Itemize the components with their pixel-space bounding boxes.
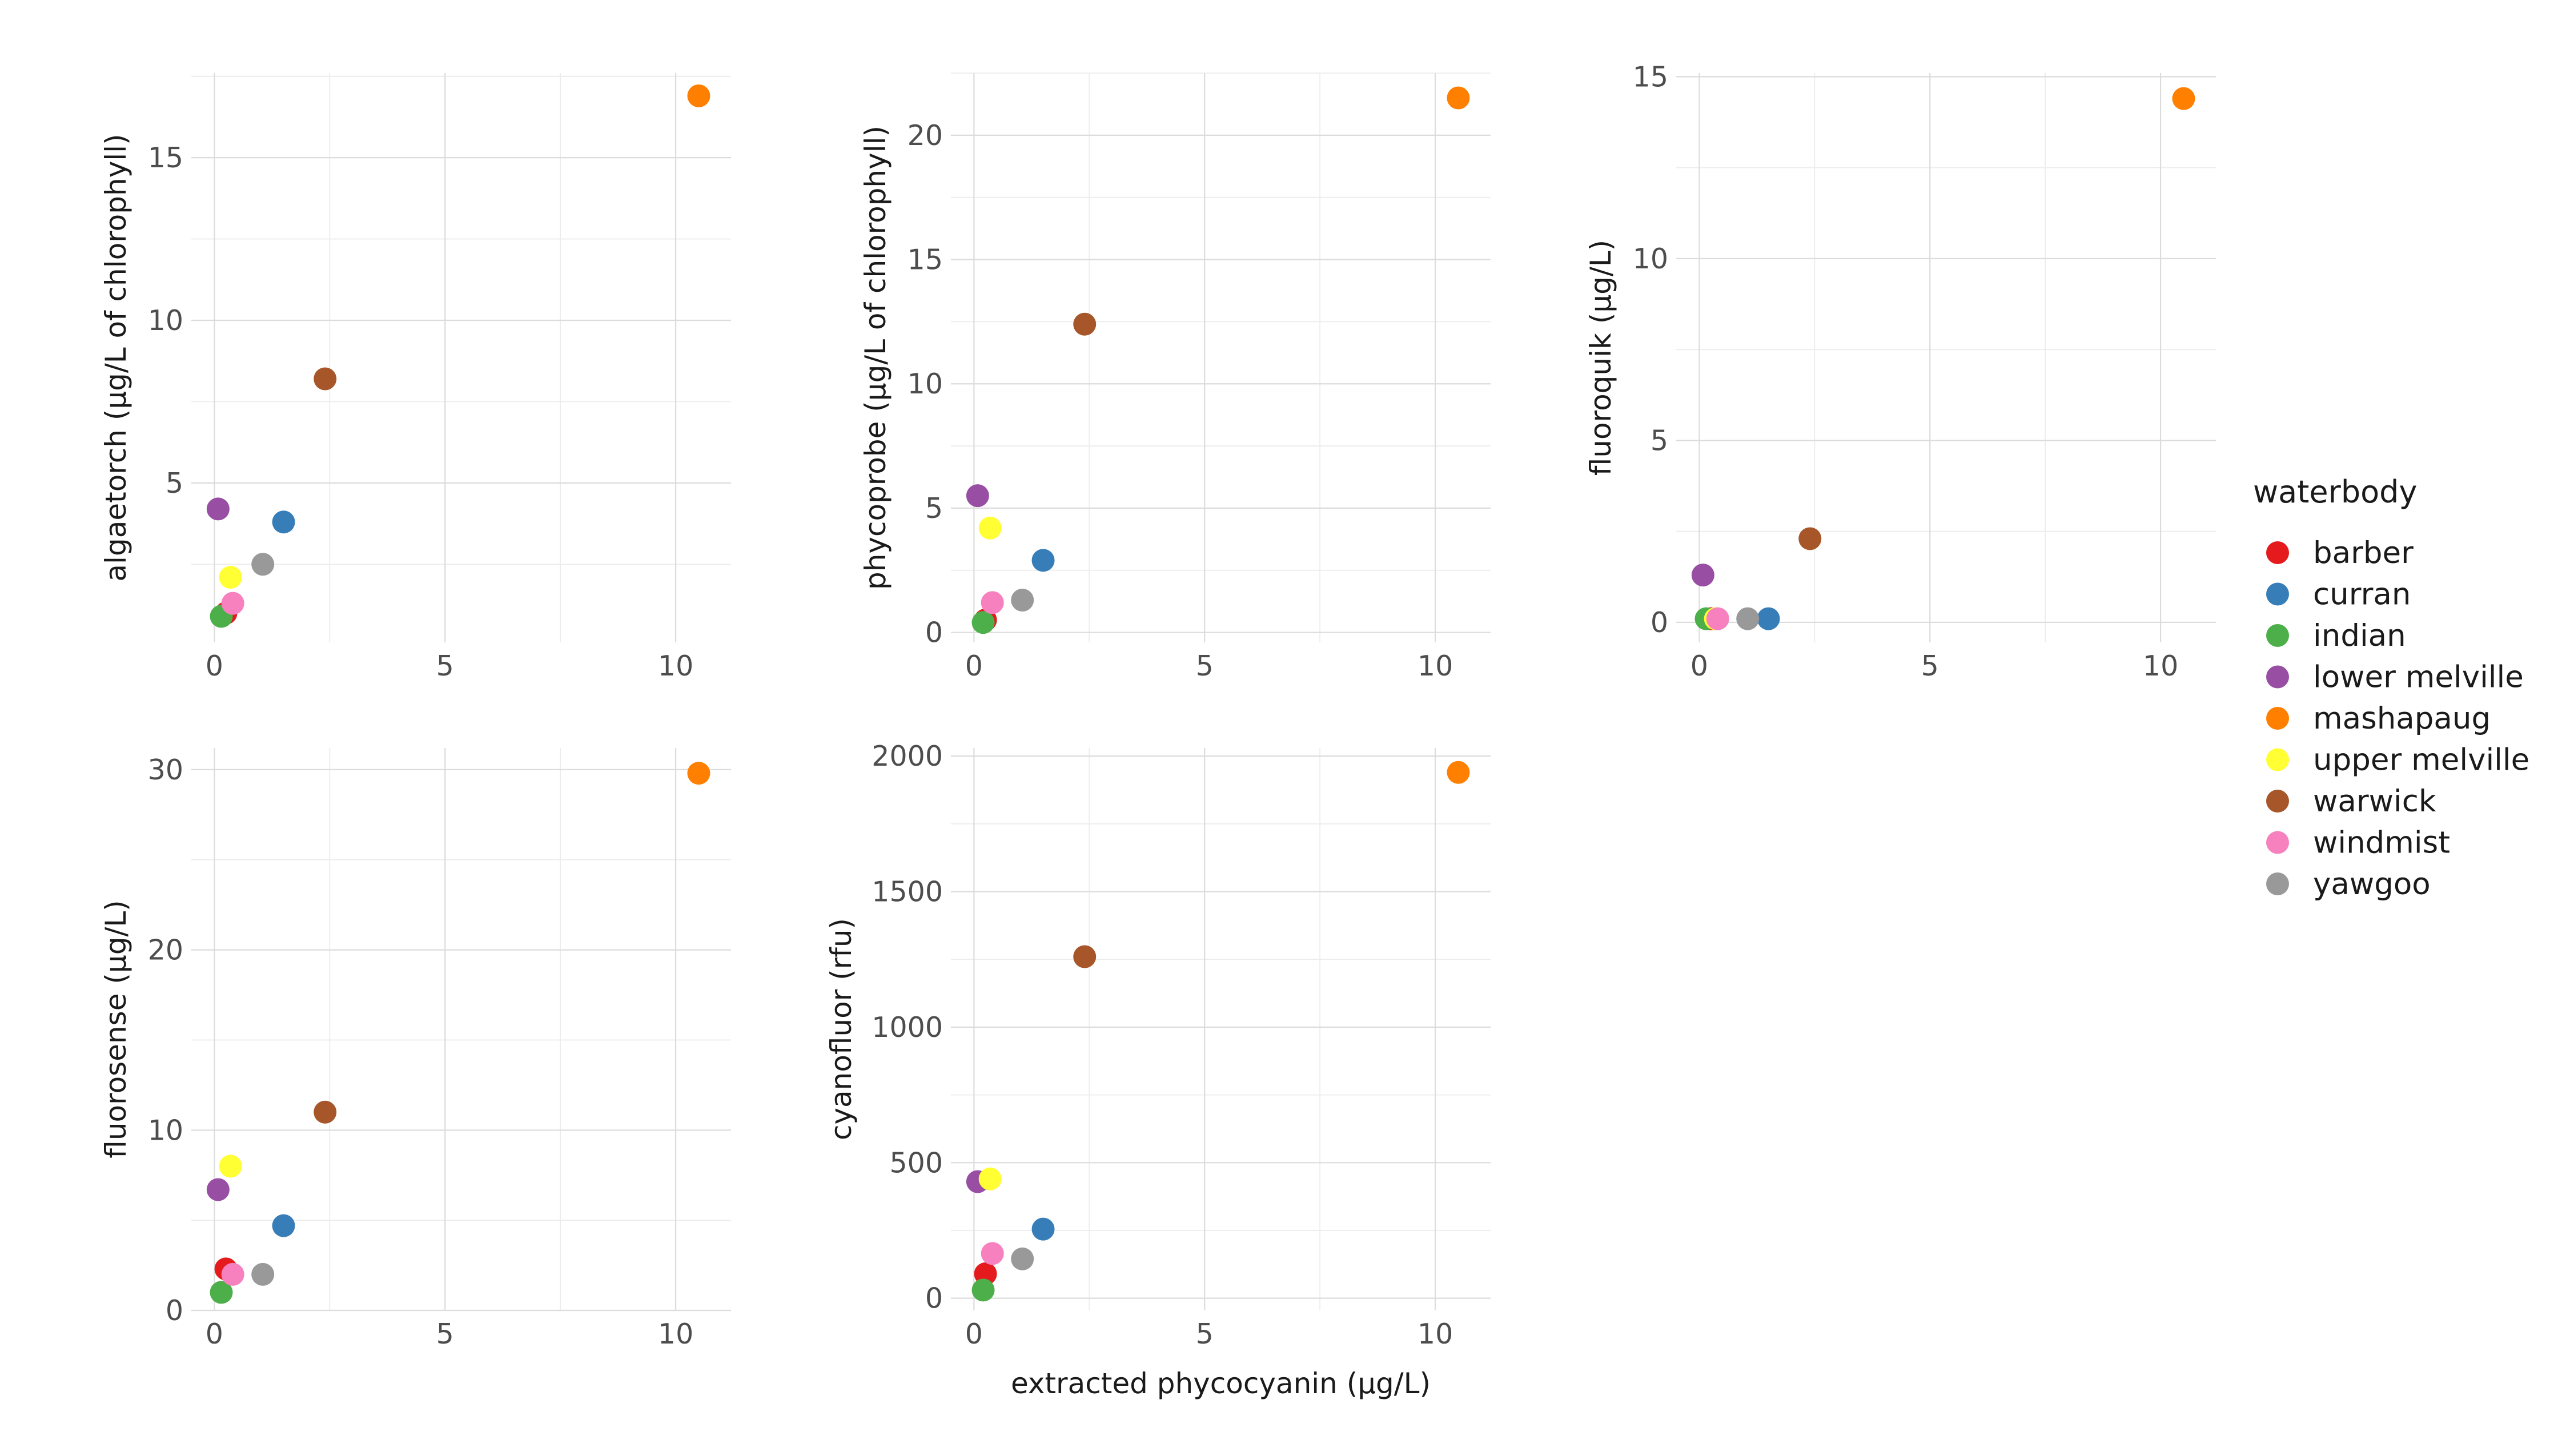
legend	[2253, 474, 2529, 902]
legend-item-mashapaug	[2266, 701, 2491, 736]
x-tick-label: 5	[1921, 650, 1939, 682]
legend-item-curran	[2266, 577, 2411, 612]
legend-label: indian	[2313, 618, 2406, 653]
x-tick-label: 5	[1195, 650, 1214, 682]
point-mashapaug	[2172, 87, 2195, 110]
point-windmist	[981, 591, 1004, 614]
x-tick-label: 10	[1417, 650, 1453, 682]
y-axis-title: fluorosense (µg/L)	[99, 900, 132, 1159]
x-tick-label: 10	[657, 650, 694, 682]
legend-key	[2266, 872, 2289, 895]
point-warwick	[314, 368, 336, 391]
x-tick-label: 0	[965, 650, 983, 682]
legend-key	[2266, 583, 2289, 606]
point-yawgoo	[251, 1263, 274, 1286]
point-windmist	[1706, 608, 1729, 630]
point-windmist	[222, 1263, 244, 1286]
y-tick-label: 10	[907, 368, 943, 401]
legend-label: upper melville	[2313, 742, 2530, 778]
point-curran	[1032, 549, 1055, 572]
x-tick-label: 10	[2142, 650, 2179, 682]
x-tick-label: 0	[205, 1318, 223, 1350]
point-yawgoo	[1011, 589, 1034, 612]
y-tick-label: 0	[165, 1294, 183, 1327]
point-upper-melville	[219, 566, 242, 589]
y-tick-label: 0	[925, 616, 943, 649]
panel-top-left	[99, 73, 731, 682]
y-tick-label: 1500	[872, 875, 943, 908]
legend-label: curran	[2313, 577, 2411, 612]
point-yawgoo	[1011, 1248, 1034, 1270]
x-tick-label: 0	[965, 1318, 983, 1350]
point-warwick	[1073, 946, 1096, 968]
point-windmist	[222, 592, 244, 615]
point-mashapaug	[687, 85, 710, 107]
point-lower-melville	[207, 497, 230, 520]
point-indian	[972, 611, 995, 634]
legend-item-upper-melville	[2266, 743, 2529, 778]
y-tick-label: 30	[147, 753, 183, 786]
legend-key	[2266, 707, 2289, 730]
y-tick-label: 15	[907, 243, 943, 276]
panels	[99, 61, 2216, 1400]
point-lower-melville	[1692, 564, 1714, 586]
x-tick-label: 5	[436, 1318, 454, 1350]
legend-label: warwick	[2313, 784, 2436, 819]
y-tick-label: 5	[1650, 424, 1668, 457]
y-tick-label: 1000	[872, 1011, 943, 1044]
point-yawgoo	[251, 553, 274, 576]
y-tick-label: 10	[147, 304, 183, 337]
y-tick-label: 5	[925, 492, 943, 525]
y-tick-label: 5	[165, 466, 183, 500]
legend-label: barber	[2313, 536, 2414, 570]
y-tick-label: 2000	[872, 740, 943, 773]
legend-label: mashapaug	[2313, 701, 2491, 736]
legend-item-indian	[2266, 618, 2406, 653]
panel-top-middle	[859, 73, 1491, 682]
point-upper-melville	[979, 1168, 1002, 1190]
legend-item-yawgoo	[2266, 867, 2431, 902]
y-axis-title: algaetorch (µg/L of chlorophyll)	[99, 134, 132, 582]
x-tick-label: 5	[436, 650, 454, 682]
point-warwick	[1798, 527, 1821, 550]
y-tick-label: 15	[1632, 61, 1668, 94]
x-tick-label: 0	[205, 650, 223, 682]
panel-bottom-left	[99, 748, 731, 1350]
y-tick-label: 20	[147, 934, 183, 967]
x-tick-label: 0	[1690, 650, 1708, 682]
legend-label: windmist	[2313, 825, 2451, 860]
point-warwick	[314, 1101, 336, 1124]
y-tick-label: 10	[1632, 242, 1668, 275]
point-mashapaug	[1447, 87, 1469, 110]
point-lower-melville	[966, 484, 989, 507]
y-axis-title: fluoroquik (µg/L)	[1584, 239, 1617, 476]
y-tick-label: 15	[147, 142, 183, 175]
legend-key	[2266, 541, 2289, 564]
x-tick-label: 5	[1195, 1318, 1214, 1350]
y-tick-label: 10	[147, 1114, 183, 1147]
legend-label: lower melville	[2313, 659, 2524, 695]
legend-item-windmist	[2266, 826, 2450, 860]
legend-title: waterbody	[2253, 474, 2418, 510]
point-curran	[1757, 608, 1780, 630]
point-curran	[272, 1214, 295, 1237]
legend-key	[2266, 666, 2289, 689]
legend-items	[2266, 536, 2529, 902]
legend-item-warwick	[2266, 784, 2436, 819]
point-upper-melville	[979, 517, 1002, 540]
point-warwick	[1073, 313, 1096, 336]
x-tick-label: 10	[657, 1318, 694, 1350]
y-tick-label: 20	[907, 119, 943, 152]
y-axis-title: cyanofluor (rfu)	[825, 918, 858, 1141]
y-axis-title: phycoprobe (µg/L of chlorophyll)	[859, 125, 892, 590]
point-curran	[272, 510, 295, 533]
legend-label: yawgoo	[2313, 867, 2431, 902]
point-indian	[972, 1278, 995, 1301]
point-upper-melville	[219, 1155, 242, 1177]
y-tick-label: 0	[925, 1282, 943, 1315]
x-axis-title: extracted phycocyanin (µg/L)	[1010, 1367, 1431, 1400]
point-mashapaug	[687, 762, 710, 785]
y-tick-label: 0	[1650, 606, 1668, 639]
x-tick-label: 10	[1417, 1318, 1453, 1350]
legend-key	[2266, 749, 2289, 771]
legend-key	[2266, 831, 2289, 854]
point-yawgoo	[1736, 608, 1759, 630]
legend-item-lower-melville	[2266, 660, 2524, 695]
panel-bottom-middle	[825, 740, 1491, 1400]
point-curran	[1032, 1218, 1055, 1241]
point-windmist	[981, 1242, 1004, 1265]
panel-top-right	[1584, 61, 2216, 682]
legend-item-barber	[2266, 536, 2414, 570]
legend-key	[2266, 624, 2289, 647]
y-tick-label: 500	[889, 1147, 943, 1180]
point-mashapaug	[1447, 761, 1469, 784]
legend-key	[2266, 790, 2289, 813]
point-lower-melville	[207, 1178, 230, 1201]
